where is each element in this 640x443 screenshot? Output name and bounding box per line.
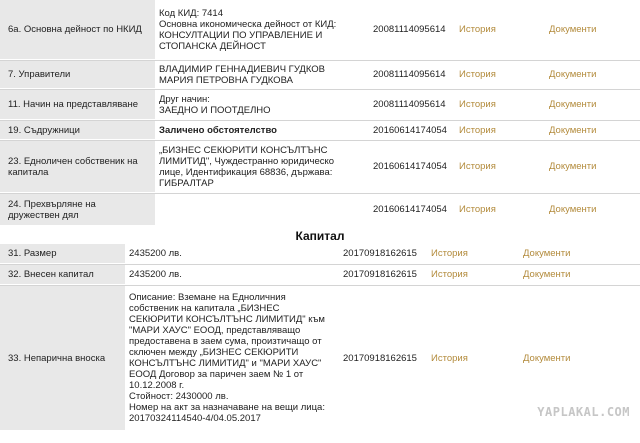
field-value: ВЛАДИМИР ГЕННАДИЕВИЧ ГУДКОВ МАРИЯ ПЕТРОВНА ГУДКОВА xyxy=(155,61,367,88)
field-value: 2435200 лв. xyxy=(125,265,337,284)
documents-link[interactable]: Документи xyxy=(519,286,640,430)
documents-link[interactable]: Документи xyxy=(545,61,640,88)
history-link[interactable]: История xyxy=(455,194,545,225)
field-label: 33. Непарична вноска xyxy=(0,286,125,430)
field-row-managers xyxy=(0,61,640,89)
field-label: 7. Управители xyxy=(0,61,155,88)
history-link[interactable]: История xyxy=(427,244,519,263)
documents-link[interactable]: Документи xyxy=(545,0,640,59)
field-value: Описание: Вземане на Едноличния собственик на капитала „БИЗНЕС СЕКЮРИТИ КОНСЪЛТЪНС ЛИМИТИД" към "МАРИ ХАУС" ЕООД, представляващо предоставена в заем сума, произтичащо от сключен между „БИЗНЕС СЕКЮРИТИ КОНСЪЛТЪНС ЛИМИТИД" и "МАРИ ХАУС" ЕООД Договор за паричен заем № 1 от 10.12.2008 г. Стойност: 2430000 лв. Номер на акт за назначаване на вещи лица: 20170324114540-4/04.05.2017 xyxy=(125,286,337,430)
history-link[interactable]: История xyxy=(427,286,519,430)
field-label: 31. Размер xyxy=(0,244,125,263)
registration-number: 20081114095614 xyxy=(367,0,455,59)
field-row-share-transfer xyxy=(0,194,640,226)
registration-number: 20081114095614 xyxy=(367,61,455,88)
field-label: 6а. Основна дейност по НКИД xyxy=(0,0,155,59)
field-value: Друг начин: ЗАЕДНО И ПООТДЕЛНО xyxy=(155,90,367,119)
documents-link[interactable]: Документи xyxy=(519,265,640,284)
field-row-paid-capital xyxy=(0,265,640,285)
registration-number: 20081114095614 xyxy=(367,90,455,119)
registration-number: 20170918162615 xyxy=(337,244,427,263)
field-label: 11. Начин на представляване xyxy=(0,90,155,119)
field-row-sole-owner xyxy=(0,141,640,193)
registration-number: 20160614174054 xyxy=(367,121,455,139)
field-value xyxy=(155,194,367,225)
registration-number: 20160614174054 xyxy=(367,194,455,225)
field-value: „БИЗНЕС СЕКЮРИТИ КОНСЪЛТЪНС ЛИМИТИД", Чуждестранно юридическо лице, Идентификация 68836, държава: ГИБРАЛТАР xyxy=(155,141,367,192)
field-label: 24. Прехвърляне на дружествен дял xyxy=(0,194,155,225)
registration-number: 20160614174054 xyxy=(367,141,455,192)
registration-number: 20170918162615 xyxy=(337,265,427,284)
field-label: 32. Внесен капитал xyxy=(0,265,125,284)
watermark-logo: YAPLAKAL.COM xyxy=(537,405,630,419)
history-link[interactable]: История xyxy=(427,265,519,284)
registration-number: 20170918162615 xyxy=(337,286,427,430)
documents-link[interactable]: Документи xyxy=(545,194,640,225)
section-title-capital: Капитал xyxy=(295,229,345,243)
history-link[interactable]: История xyxy=(455,121,545,139)
field-row-main-activity xyxy=(0,0,640,60)
field-row-representation xyxy=(0,90,640,120)
field-value: Код КИД: 7414 Основна икономическа дейност от КИД: КОНСУЛТАЦИИ ПО УПРАВЛЕНИЕ И СТОПАНСКА ДЕЙНОСТ xyxy=(155,0,367,59)
documents-link[interactable]: Документи xyxy=(545,121,640,139)
field-row-capital-size xyxy=(0,244,640,264)
documents-link[interactable]: Документи xyxy=(545,90,640,119)
field-value: Заличено обстоятелство xyxy=(155,121,367,139)
history-link[interactable]: История xyxy=(455,141,545,192)
history-link[interactable]: История xyxy=(455,61,545,88)
history-link[interactable]: История xyxy=(455,90,545,119)
field-value: 2435200 лв. xyxy=(125,244,337,263)
field-label: 23. Едноличен собственик на капитала xyxy=(0,141,155,192)
documents-link[interactable]: Документи xyxy=(519,244,640,263)
documents-link[interactable]: Документи xyxy=(545,141,640,192)
field-label: 19. Съдружници xyxy=(0,121,155,139)
history-link[interactable]: История xyxy=(455,0,545,59)
field-row-partners xyxy=(0,121,640,140)
